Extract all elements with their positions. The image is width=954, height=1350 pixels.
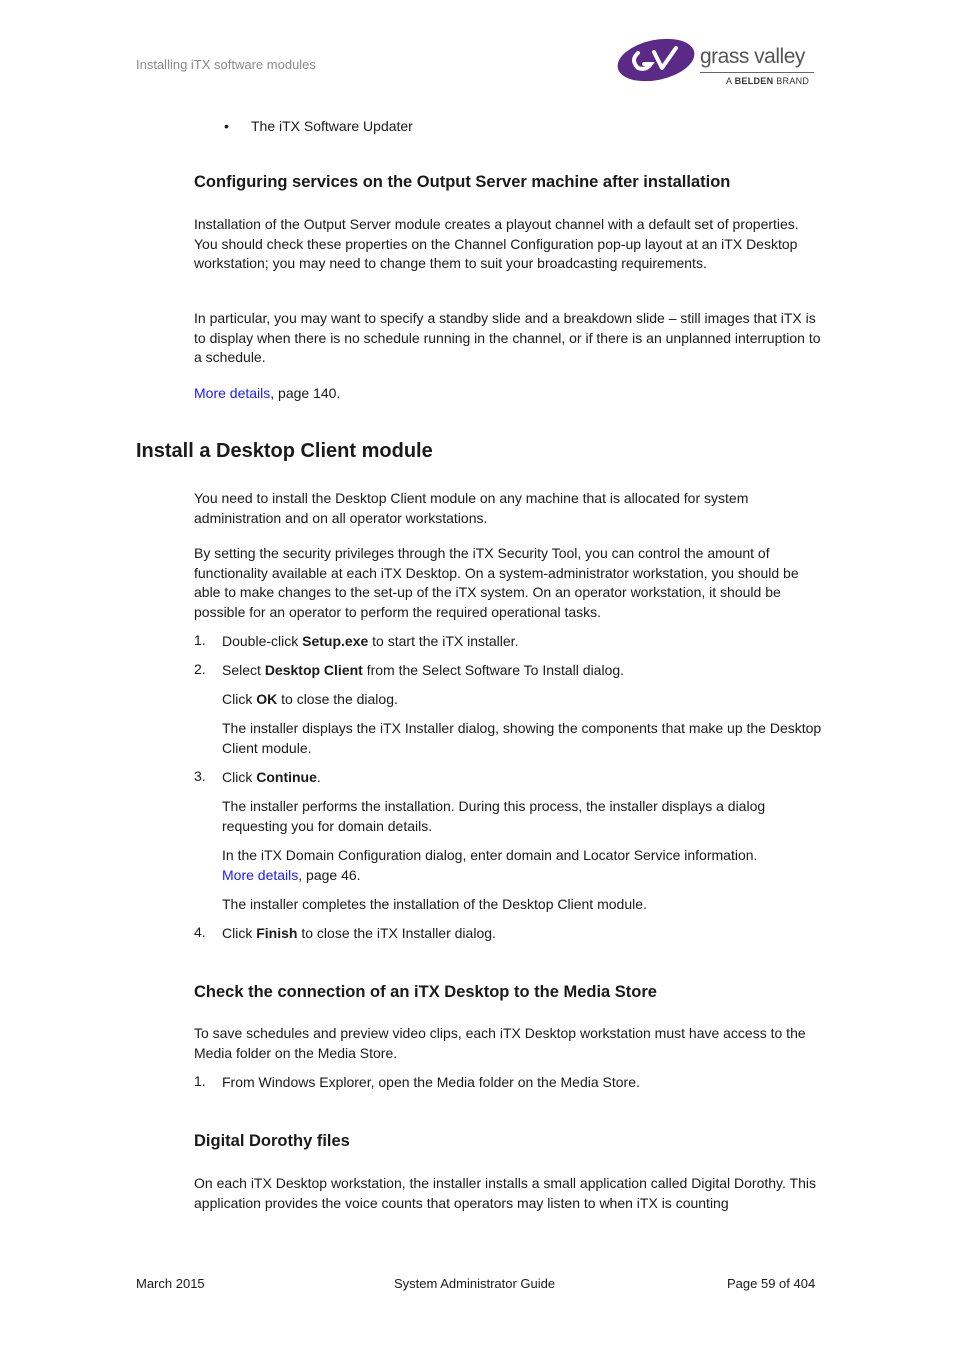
config-more-details: More details, page 140.: [194, 385, 341, 401]
step-text: Click Continue.: [222, 769, 321, 785]
footer-date: March 2015: [136, 1276, 205, 1291]
more-details-link[interactable]: More details: [222, 866, 299, 883]
step-number: 1.: [194, 632, 206, 648]
step-3-detail-1: The installer performs the installation. During this process, the installer displays a dialog requesting you for domain details.: [222, 798, 766, 834]
step-number: 1.: [194, 1073, 206, 1089]
dorothy-paragraph-1: On each iTX Desktop workstation, the installer installs a small application called Digital Dorothy. This application provides the voice counts that operators may listen to when iTX is counting: [194, 1175, 816, 1211]
logo-tagline: A BELDEN BRAND: [726, 76, 810, 86]
step-text: Click Finish to close the iTX Installer dialog.: [222, 925, 496, 941]
footer-title: System Administrator Guide: [394, 1276, 556, 1291]
step-text: From Windows Explorer, open the Media folder on the Media Store.: [222, 1074, 640, 1090]
config-paragraph-1: Installation of the Output Server module creates a playout channel with a default set of properties. You should check these properties on the Channel Configuration pop-up layout at an iTX Desktop workstation; you may need to change them to suit your broadcasting requirements.: [194, 216, 799, 272]
section-heading-config: Configuring services on the Output Server machine after installation: [194, 173, 731, 191]
bullet-text: The iTX Software Updater: [251, 118, 413, 134]
step-2-detail-2: The installer displays the iTX Installer dialog, showing the components that make up the Desktop Client module.: [222, 720, 822, 756]
install-paragraph-1: You need to install the Desktop Client module on any machine that is allocated for system administration and on all operator workstations.: [194, 490, 749, 526]
section-heading-dorothy: Digital Dorothy files: [194, 1132, 350, 1150]
step-text: Double-click Setup.exe to start the iTX installer.: [222, 633, 519, 649]
logo-wordmark: grass valley: [700, 45, 805, 68]
step-number: 2.: [194, 661, 206, 677]
section-heading-check: Check the connection of an iTX Desktop to the Media Store: [194, 983, 657, 1001]
footer-page-number: Page 59 of 404: [727, 1276, 816, 1291]
step-text: Select Desktop Client from the Select Software To Install dialog.: [222, 662, 625, 678]
running-header: Installing iTX software modules: [136, 57, 316, 72]
step-3-detail-3: The installer completes the installation of the Desktop Client module.: [222, 896, 647, 912]
install-paragraph-2: By setting the security privileges through the iTX Security Tool, you can control the amount of functionality available at each iTX Desktop. On a system-administrator workstation, you should be able to make changes to the set-up of the iTX system. On an operator workstation, it should be possible for an operator to perform the required operational tasks.: [194, 545, 799, 620]
step-3-detail-2: In the iTX Domain Configuration dialog, enter domain and Locator Service information. More details, page 46.: [222, 847, 758, 883]
step-number: 4.: [194, 924, 206, 940]
grass-valley-logo: [616, 36, 816, 90]
step-number: 3.: [194, 768, 206, 784]
grass-valley-logo-icon: [616, 36, 700, 84]
config-paragraph-2: In particular, you may want to specify a standby slide and a breakdown slide – still images that iTX is to display when there is no schedule running in the channel, or if there is an unplanned interruption to a schedule.: [194, 310, 821, 366]
check-paragraph-1: To save schedules and preview video clips, each iTX Desktop workstation must have access to the Media folder on the Media Store.: [194, 1025, 806, 1061]
step-2-detail-1: Click OK to close the dialog.: [222, 691, 398, 707]
logo-divider: [700, 72, 814, 73]
bullet-dot: •: [224, 118, 229, 134]
more-details-link[interactable]: More details: [194, 385, 271, 401]
bullet-item: [224, 118, 413, 134]
section-heading-install: Install a Desktop Client module: [136, 440, 433, 462]
